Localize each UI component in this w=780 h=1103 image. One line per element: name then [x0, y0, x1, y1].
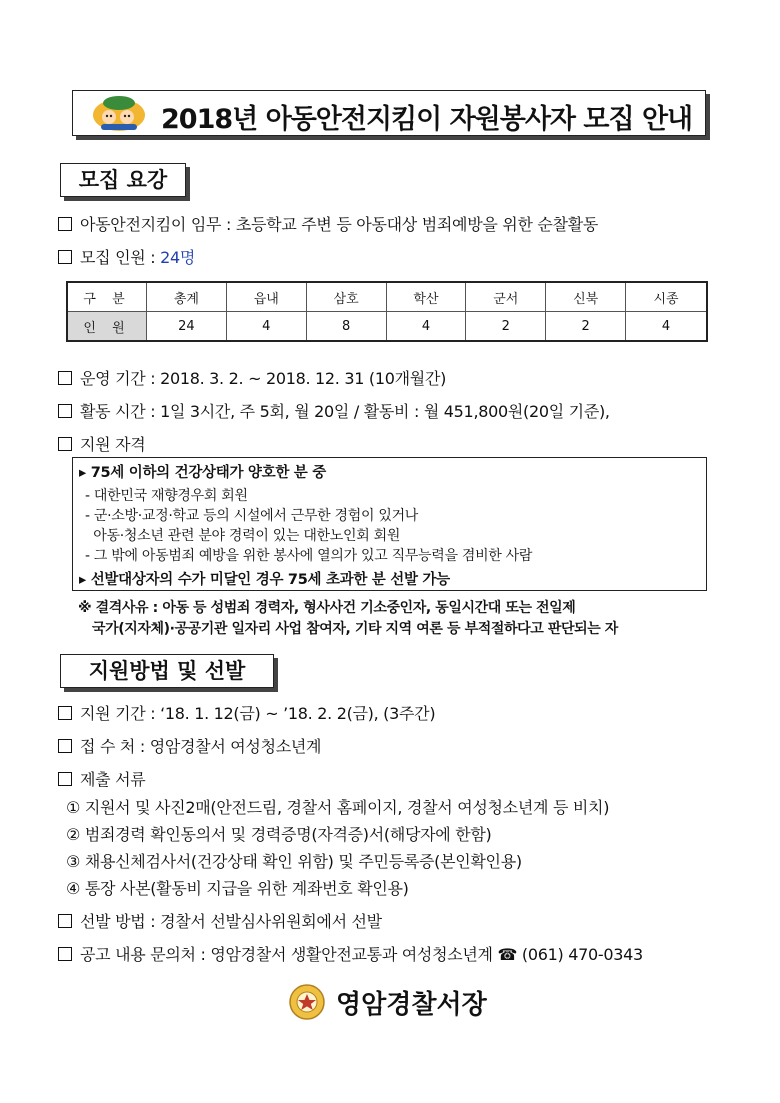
table-column-header: 읍내 [226, 282, 306, 312]
checkbox-square-icon [58, 217, 72, 231]
checkbox-square-icon [58, 739, 72, 753]
section-heading-application: 지원방법 및 선발 [60, 654, 274, 688]
documents-label-line [58, 767, 145, 790]
checkbox-square-icon [58, 772, 72, 786]
table-header-label: 구 분 [67, 282, 147, 312]
document-item: ① 지원서 및 사진2매(안전드림, 경찰서 홈페이지, 경찰서 여성청소년계 등 비치) [66, 798, 610, 817]
table-cell: 4 [626, 312, 707, 342]
table-cell: 8 [306, 312, 386, 342]
activity-text: 활동 시간 : 1일 3시간, 주 5회, 월 20일 / 활동비 : 월 451,800원(20일 기준), [80, 402, 610, 421]
document-item: ④ 통장 사본(활동비 지급을 위한 계좌번호 확인용) [66, 879, 409, 898]
disqualification-note-line2: 국가(지자체)·공공기관 일자리 사업 참여자, 기타 지역 여론 등 부적절하다고 판단되는 자 [92, 621, 618, 637]
recruit-line [58, 245, 195, 268]
documents-label: 제출 서류 [80, 770, 146, 789]
qualification-bullet-2: ▸ 선발대상자의 수가 미달인 경우 75세 초과한 분 선발 가능 [79, 572, 450, 588]
checkbox-square-icon [58, 371, 72, 385]
table-column-header: 군서 [466, 282, 546, 312]
checkbox-square-icon [58, 250, 72, 264]
recruit-value: 24명 [160, 248, 195, 267]
apply-period-line [58, 701, 435, 724]
reception-text: 접 수 처 : 영암경찰서 여성청소년계 [80, 737, 322, 756]
section-heading-recruitment: 모집 요강 [60, 163, 186, 197]
period-line [58, 366, 446, 389]
inquiry-text: 공고 내용 문의처 : 영암경찰서 생활안전교통과 여성청소년계 ☎ (061) 470-0343 [80, 945, 643, 964]
qualification-item: - 군·소방·교정·학교 등의 시설에서 근무한 경험이 있거나 [85, 508, 419, 524]
recruit-label: 모집 인원 : [80, 248, 161, 267]
title-box [72, 90, 706, 136]
table-cell: 4 [386, 312, 466, 342]
footer [288, 982, 487, 1022]
duty-text: 초등학교 주변 등 아동대상 범죄예방을 위한 순찰활동 [235, 215, 599, 234]
selection-text: 선발 방법 : 경찰서 선발심사위원회에서 선발 [80, 912, 382, 931]
recruitment-table [66, 281, 708, 342]
document-item: ② 범죄경력 확인동의서 및 경력증명(자격증)서(해당자에 한함) [66, 825, 492, 844]
checkbox-square-icon [58, 914, 72, 928]
apply-period-text: 지원 기간 : ‘18. 1. 12(금) ~ ’18. 2. 2(금), (3주간) [80, 704, 436, 723]
document-item: ③ 채용신체검사서(건강상태 확인 위함) 및 주민등록증(본인확인용) [66, 852, 522, 871]
table-cell: 4 [226, 312, 306, 342]
table-cell: 2 [546, 312, 626, 342]
table-column-header: 시종 [626, 282, 707, 312]
footer-signature: 영암경찰서장 [336, 989, 487, 1020]
table-row-label: 인 원 [67, 312, 147, 342]
activity-line [58, 399, 610, 422]
checkbox-square-icon [58, 706, 72, 720]
qualification-item: - 대한민국 재향경우회 회원 [85, 488, 248, 504]
disqualification-note-line1: ※ 결격사유 : 아동 등 성범죄 경력자, 형사사건 기소중인자, 동일시간대 또는 전일제 [78, 600, 576, 616]
table-header-row [67, 282, 707, 312]
qualification-label: 지원 자격 [80, 435, 146, 454]
checkbox-square-icon [58, 437, 72, 451]
qualification-bullet-1: ▸ 75세 이하의 건강상태가 양호한 분 중 [79, 465, 326, 481]
qualification-label-line [58, 432, 145, 455]
qualification-box [72, 457, 707, 591]
table-row [67, 312, 707, 342]
reception-line [58, 734, 321, 757]
mascot-logo-icon [91, 93, 147, 133]
table-cell: 24 [147, 312, 227, 342]
selection-line [58, 909, 382, 932]
checkbox-square-icon [58, 947, 72, 961]
inquiry-line [58, 942, 643, 965]
qualification-item: 아동·청소년 관련 분야 경력이 있는 대한노인회 회원 [85, 528, 401, 544]
table-column-header: 신북 [546, 282, 626, 312]
table-column-header: 학산 [386, 282, 466, 312]
table-column-header: 총계 [147, 282, 227, 312]
duty-line [58, 212, 598, 235]
page-title: 2018년 아동안전지킴이 자원봉사자 모집 안내 [161, 104, 693, 135]
period-text: 운영 기간 : 2018. 3. 2. ~ 2018. 12. 31 (10개월간) [80, 369, 447, 388]
table-column-header: 삼호 [306, 282, 386, 312]
checkbox-square-icon [58, 404, 72, 418]
qualification-item: - 그 밖에 아동범죄 예방을 위한 봉사에 열의가 있고 직무능력을 겸비한 사람 [85, 548, 533, 564]
duty-label: 아동안전지킴이 임무 : [80, 215, 236, 234]
police-emblem-icon [288, 983, 326, 1021]
table-cell: 2 [466, 312, 546, 342]
